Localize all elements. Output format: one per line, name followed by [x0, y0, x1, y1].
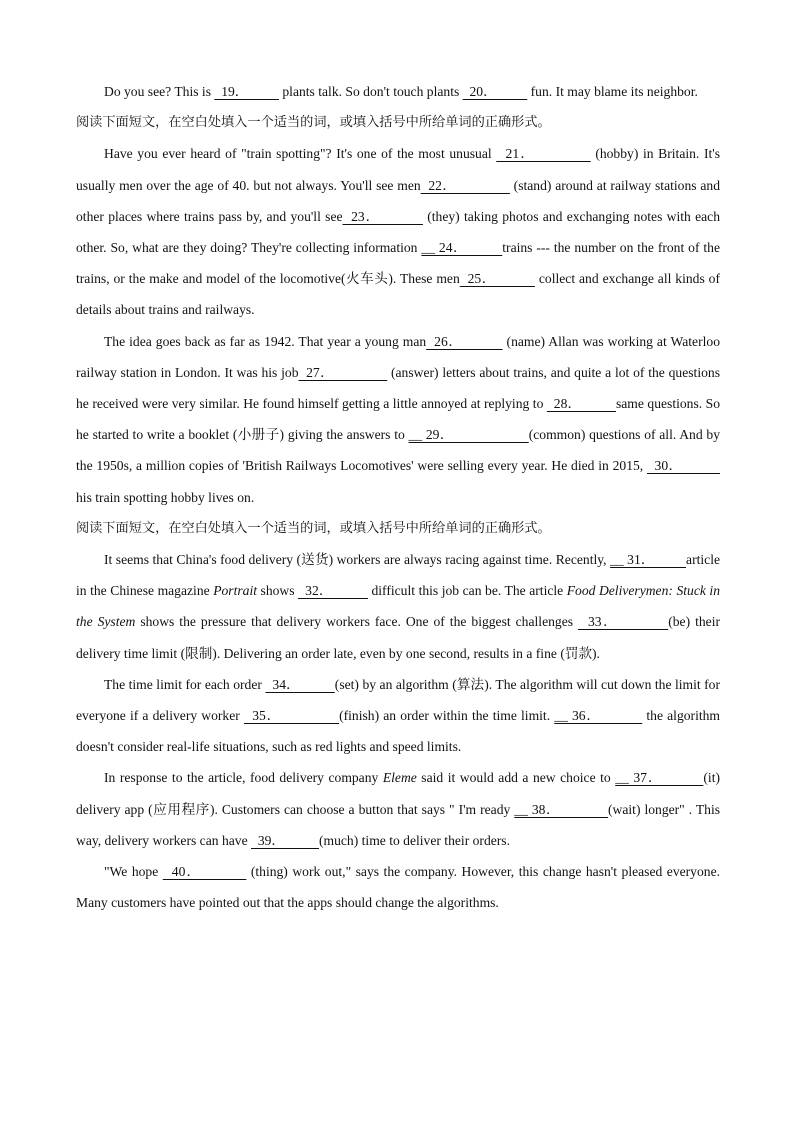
magazine-name: Portrait — [213, 583, 258, 599]
blank-38[interactable]: __ 38． — [514, 801, 609, 817]
text: shows the pressure that delivery workers face. One of the biggest challenges — [135, 614, 579, 630]
text: Have you ever heard of "train spotting"? It's one of the most unusual — [104, 146, 497, 162]
text: plants talk. So don't touch plants — [278, 84, 463, 99]
text: In response to the article, food delivery company — [104, 770, 383, 786]
article-title: Food Deliverymen: Stuck in the System — [76, 583, 720, 630]
text: said it would add a new choice to — [416, 770, 616, 786]
passage-c-paragraph-1 — [76, 544, 720, 669]
text: the algorithm doesn't consider real-life situations, such as red lights and speed limits. — [76, 708, 721, 755]
text: The time limit for each order — [104, 676, 266, 692]
blank-27[interactable]: 27． — [298, 364, 388, 380]
text: (common) questions of all. And by the 1950s, a million copies of 'British Railways Locomotives' were selling every year. He died in 2015, — [76, 427, 720, 474]
blank-33[interactable]: 33． — [578, 614, 669, 630]
text: The idea goes back as far as 1942. That year a young man — [104, 333, 427, 349]
text: "We hope — [104, 864, 163, 880]
text: difficult this job can be. The article — [367, 583, 567, 599]
blank-39[interactable]: 39． — [251, 832, 319, 848]
text: shows — [257, 583, 299, 599]
blank-34[interactable]: 34． — [265, 676, 335, 692]
text: (wait) longer" . This way, delivery workers can have — [76, 801, 721, 848]
text: (much) time to deliver their orders. — [318, 832, 510, 848]
text: (thing) work out," says the company. However, this change hasn't pleased everyone. Many customers have pointed out that the apps should change the algorithms. — [76, 864, 721, 911]
blank-22[interactable]: 22． — [420, 177, 510, 193]
blank-29[interactable]: __ 29． — [408, 427, 529, 443]
document-page — [76, 76, 720, 918]
blank-31[interactable]: __ 31． — [610, 552, 687, 568]
blank-36[interactable]: __ 36． — [554, 708, 643, 724]
text: (hobby) in Britain. It's usually men over the age of 40. but not always. You'll see men — [76, 146, 720, 193]
blank-20[interactable]: 20． — [462, 84, 528, 99]
blank-35[interactable]: 35． — [243, 708, 340, 724]
text: (it) delivery app (应用程序). Customers can choose a button that says " I'm ready — [76, 770, 720, 817]
text: his train spotting hobby lives on. — [76, 489, 255, 505]
text: same questions. So he started to write a booklet (小册子) giving the answers to — [76, 396, 720, 443]
passage-a-tail — [76, 76, 720, 107]
blank-40[interactable]: 40． — [162, 864, 247, 880]
passage-b-paragraph-1 — [76, 138, 720, 325]
blank-32[interactable]: 32． — [298, 583, 368, 599]
instruction-1: 阅读下面短文，在空白处填入一个适当的词，或填入括号中所给单词的正确形式。 — [76, 115, 551, 131]
text: (set) by an algorithm (算法). The algorithm will cut down the limit for everyone if a delivery worker — [76, 676, 721, 724]
instruction-2: 阅读下面短文，在空白处填入一个适当的词，或填入括号中所给单词的正确形式。 — [76, 520, 551, 536]
passage-c-paragraph-2 — [76, 669, 720, 763]
text: It seems that China's food delivery (送货) workers are always racing against time. Recently, — [104, 552, 611, 568]
passage-b-paragraph-2 — [76, 326, 720, 513]
passage-c-paragraph-3 — [76, 762, 720, 856]
company-name: Eleme — [382, 770, 417, 786]
text: (be) their delivery time limit (限制). Delivering an order late, even by one second, results in a fine (罚款). — [76, 614, 720, 661]
text: (stand) around at railway stations and other places where trains pass by, and you'll see — [76, 177, 721, 224]
blank-19[interactable]: 19． — [214, 84, 279, 99]
text: trains --- the number on the front of the trains, or the make and model of the locomotive(火车头). These men — [76, 240, 720, 287]
text: (finish) an order within the time limit. — [339, 708, 555, 724]
blank-30[interactable]: 30． — [646, 458, 720, 474]
passage-c-paragraph-4 — [76, 856, 720, 918]
text: (they) taking photos and exchanging notes with each other. So, what are they doing? They're collecting information — [76, 208, 720, 256]
text: fun. It may blame its neighbor. — [527, 84, 698, 99]
blank-26[interactable]: 26． — [426, 333, 503, 349]
blank-24[interactable]: __ 24． — [421, 240, 503, 256]
blank-23[interactable]: 23． — [342, 208, 423, 224]
blank-21[interactable]: 21． — [496, 146, 591, 162]
blank-25[interactable]: 25． — [459, 271, 535, 287]
text: article in the Chinese magazine — [76, 552, 721, 599]
blank-28[interactable]: 28． — [546, 396, 616, 412]
text: (answer) letters about trains, and quite a lot of the questions he received were very similar. He found himself getting a little annoyed at replying to — [76, 364, 720, 412]
text: Do you see? This is — [104, 84, 215, 99]
blank-37[interactable]: __ 37． — [615, 770, 704, 786]
text: collect and exchange all kinds of details about trains and railways. — [76, 271, 721, 318]
text: (name) Allan was working at Waterloo railway station in London. It was his job — [76, 333, 720, 380]
